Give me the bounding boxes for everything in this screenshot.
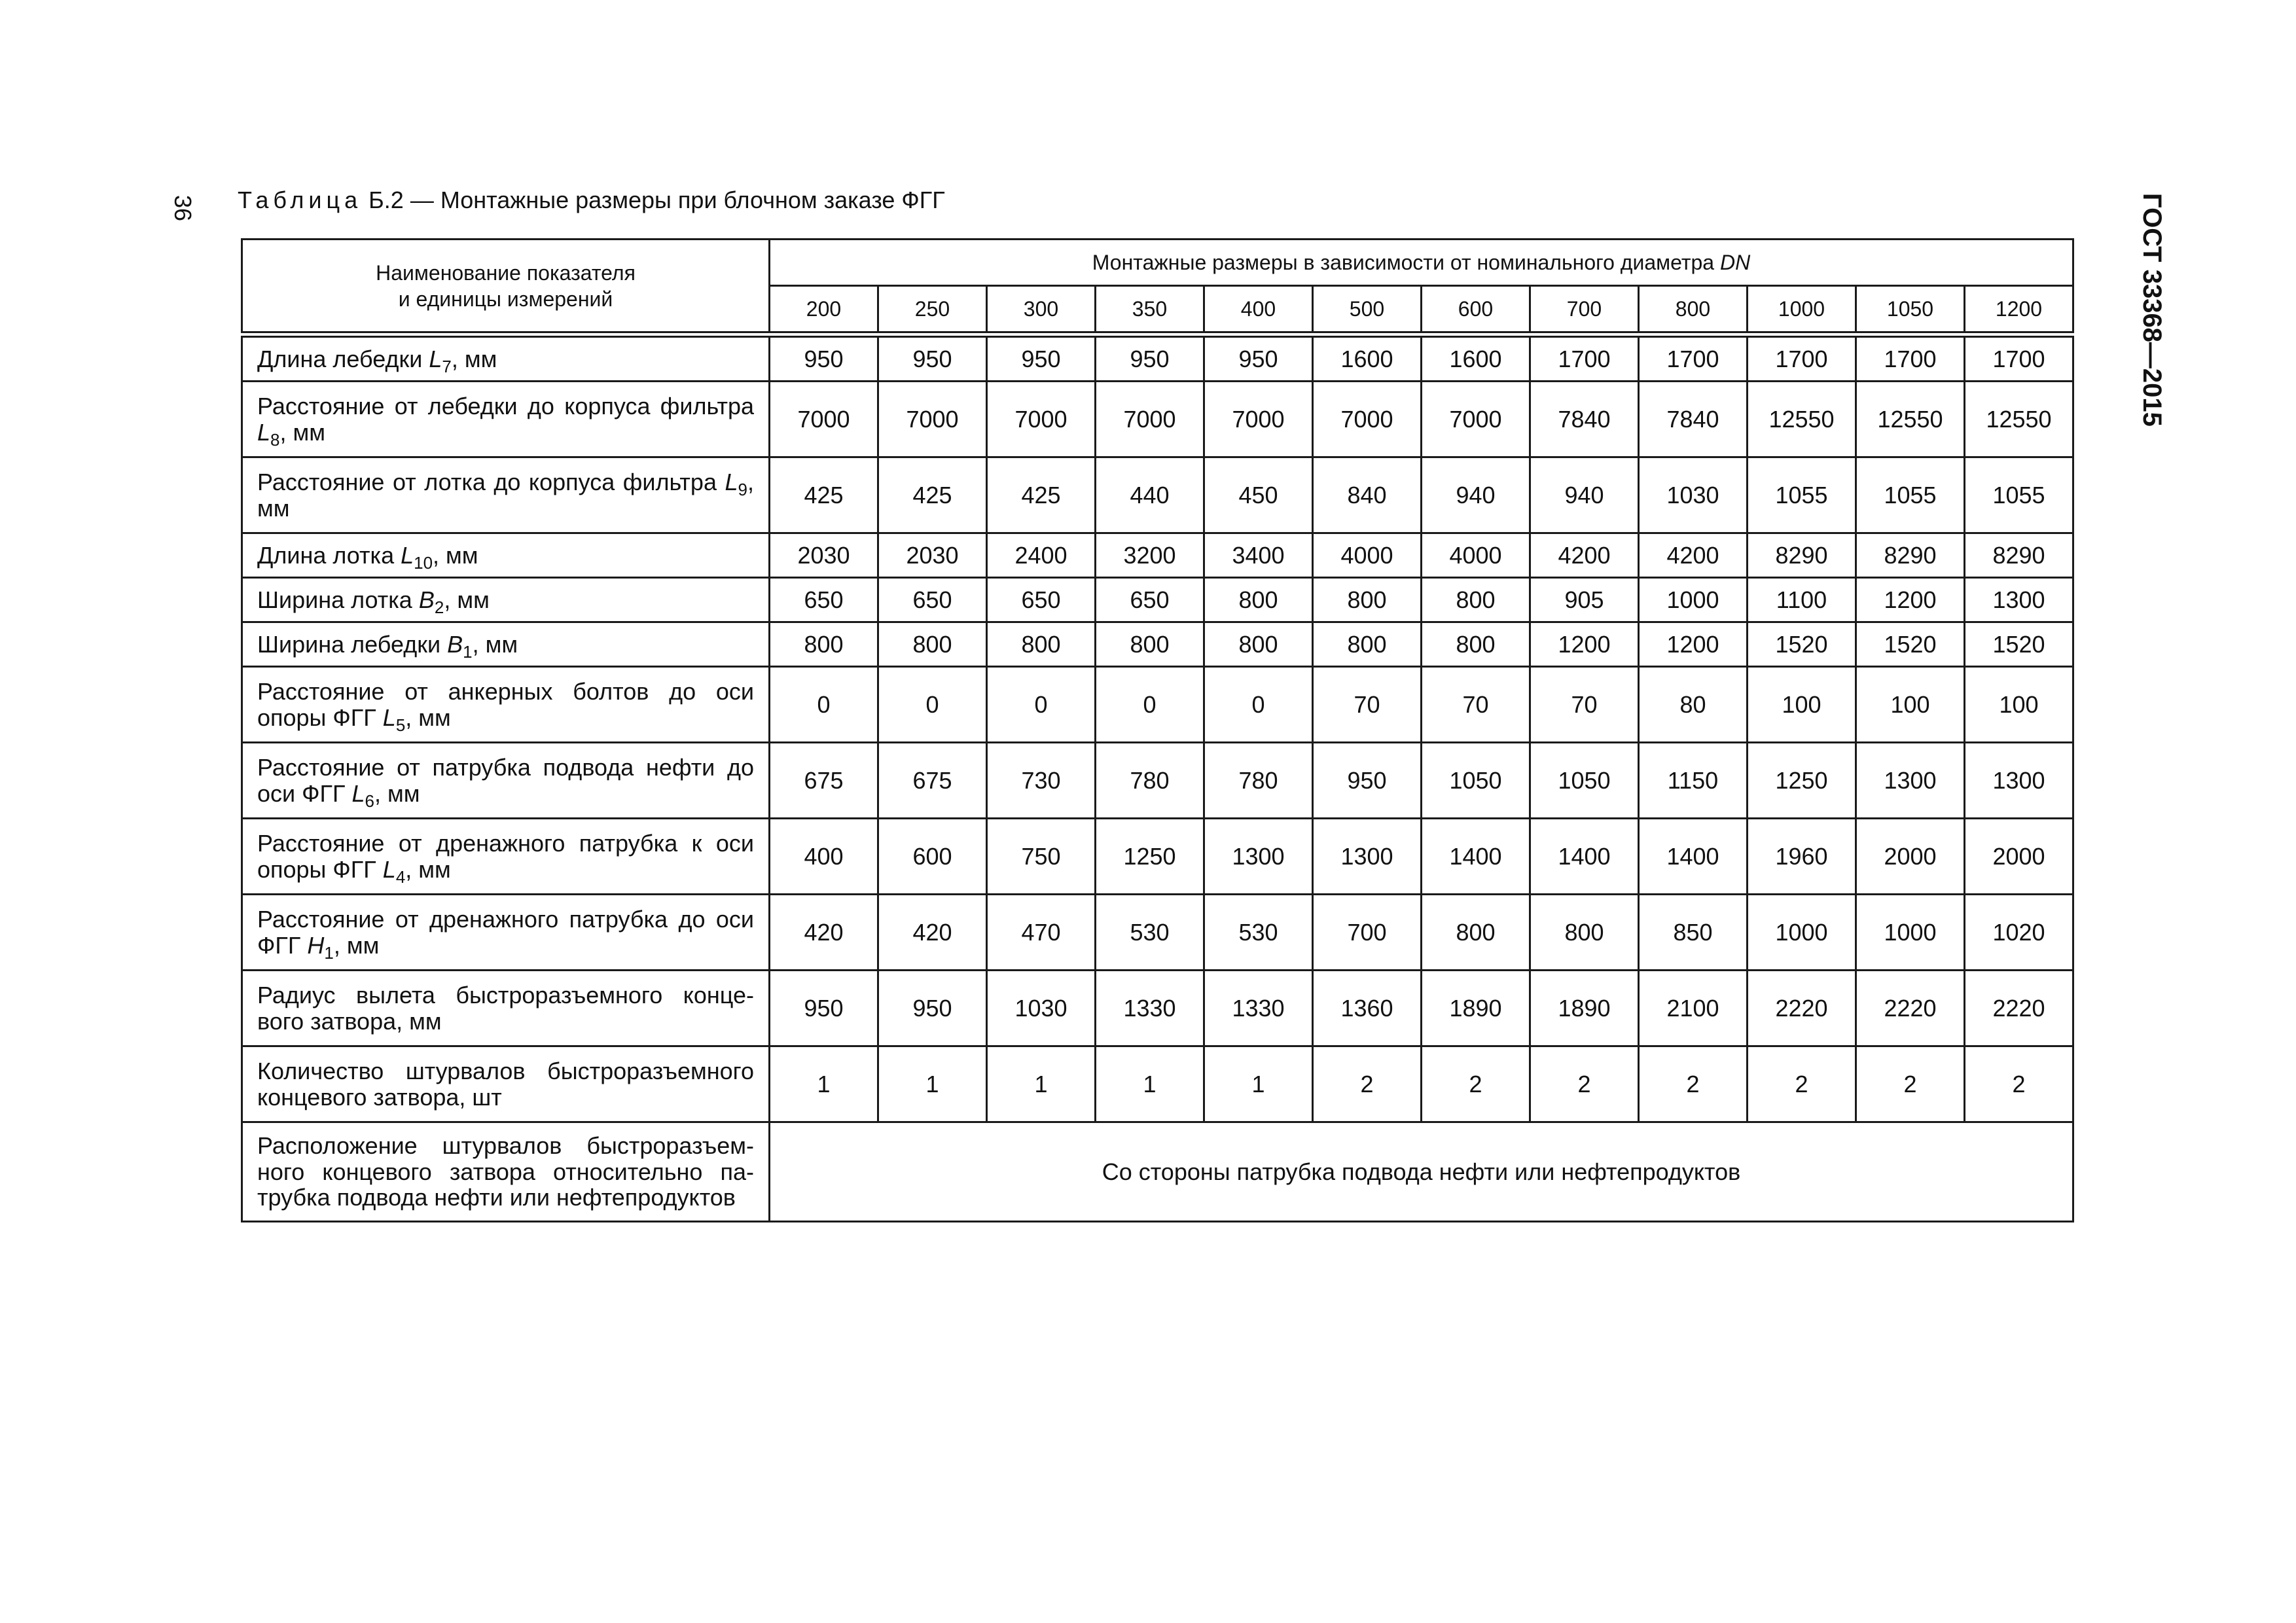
table-cell: 12550 [1965, 382, 2073, 457]
table-cell: 8290 [1856, 533, 1965, 578]
table-cell: 7000 [1422, 382, 1530, 457]
row-label-symbol: L [725, 468, 738, 495]
table-cell: 2000 [1965, 819, 2073, 895]
row-label-text: Количество штурвалов быстроразъемного концевого затвора, шт [257, 1057, 754, 1111]
table-cell: 1 [987, 1046, 1096, 1122]
table-cell: 800 [1204, 622, 1313, 667]
dimensions-group-header [770, 240, 2073, 286]
table-cell: 800 [1422, 622, 1530, 667]
name-header-line1: Наименование показателя [376, 260, 636, 285]
table-cell: 1960 [1748, 819, 1856, 895]
table-cell: 12550 [1748, 382, 1856, 457]
table-cell: 1 [1096, 1046, 1204, 1122]
row-label [242, 533, 770, 578]
table-cell: 440 [1096, 457, 1204, 533]
row-label [242, 895, 770, 971]
table-cell: 1020 [1965, 895, 2073, 971]
row-label-symbol: L [401, 541, 414, 569]
table-cell: 1050 [1422, 743, 1530, 819]
table-cell: 2 [1748, 1046, 1856, 1122]
row-label-subscript: 8 [270, 429, 280, 450]
dn-header-250: 250 [878, 286, 987, 332]
table-row [242, 578, 2073, 622]
table-cell: 1200 [1530, 622, 1639, 667]
table-cell: 2400 [987, 533, 1096, 578]
table-cell: 1050 [1530, 743, 1639, 819]
table-row [242, 1046, 2073, 1122]
table-cell: 675 [878, 743, 987, 819]
table-cell: 420 [770, 895, 878, 971]
table-cell: 1300 [1204, 819, 1313, 895]
dn-header-800: 800 [1639, 286, 1748, 332]
table-cell: 7840 [1530, 382, 1639, 457]
table-cell: 2000 [1856, 819, 1965, 895]
table-cell: 1250 [1096, 819, 1204, 895]
table-cell: 650 [878, 578, 987, 622]
table-cell: 80 [1639, 667, 1748, 743]
table-cell: 950 [1096, 337, 1204, 382]
table-row [242, 743, 2073, 819]
table-cell: 800 [1313, 622, 1422, 667]
row-label [242, 1046, 770, 1122]
row-label-text: Ширина лотка [257, 586, 419, 613]
row-label-text: Расстояние от патрубка подвода нефти до оси ФГГ [257, 753, 754, 807]
table-row [242, 457, 2073, 533]
caption-number: Б.2 [368, 187, 404, 213]
row-label-text: Длина лебедки [257, 345, 429, 372]
table-cell: 1055 [1748, 457, 1856, 533]
row-label-text: Радиус вылета быстроразъемного конце-вого затвора, мм [257, 981, 754, 1035]
row-label-unit: , мм [451, 345, 497, 372]
table-cell: 2220 [1856, 971, 1965, 1046]
table-cell: 4000 [1313, 533, 1422, 578]
row-label-unit: , мм [433, 541, 478, 569]
row-label-subscript: 10 [414, 552, 433, 573]
table-cell: 1330 [1096, 971, 1204, 1046]
table-cell: 940 [1530, 457, 1639, 533]
table-cell: 800 [1204, 578, 1313, 622]
table-cell: 730 [987, 743, 1096, 819]
table-cell: 700 [1313, 895, 1422, 971]
table-cell: 2030 [878, 533, 987, 578]
row-label-symbol: L [382, 704, 396, 731]
table-cell: 1600 [1422, 337, 1530, 382]
dn-header-400: 400 [1204, 286, 1313, 332]
table-cell: 800 [1530, 895, 1639, 971]
table-cell: 8290 [1748, 533, 1856, 578]
table-row [242, 819, 2073, 895]
table-cell: 1400 [1422, 819, 1530, 895]
table-cell: 1700 [1856, 337, 1965, 382]
table-cell: 1400 [1530, 819, 1639, 895]
table-cell: 3400 [1204, 533, 1313, 578]
row-label-unit: , мм [405, 704, 451, 731]
table-cell: 950 [987, 337, 1096, 382]
table-cell: 1400 [1639, 819, 1748, 895]
row-label: Расположение штурвалов быстроразъем-ного концевого затвора относительно па-трубка подвода нефти или нефтепродуктов [242, 1122, 770, 1222]
row-label-text: Ширина лебедки [257, 630, 448, 658]
table-cell: 1300 [1965, 743, 2073, 819]
table-cell: 1700 [1639, 337, 1748, 382]
row-label-subscript: 2 [434, 597, 444, 617]
table-cell: 7000 [1096, 382, 1204, 457]
row-label-text: Расстояние от дренажного патрубка к оси опоры ФГГ [257, 829, 754, 883]
table-cell: 1200 [1639, 622, 1748, 667]
table-cell: 100 [1748, 667, 1856, 743]
row-label-subscript: 6 [365, 791, 374, 811]
row-label-unit: , мм [279, 418, 326, 446]
table-cell: 2 [1313, 1046, 1422, 1122]
row-label-unit: , мм [374, 779, 420, 807]
table-row-merged [242, 1122, 2073, 1222]
table-cell: 2220 [1965, 971, 2073, 1046]
table-cell: 2 [1639, 1046, 1748, 1122]
page-number: 36 [170, 195, 196, 222]
row-label [242, 743, 770, 819]
row-label-unit: , мм [444, 586, 490, 613]
table-cell: 1000 [1856, 895, 1965, 971]
table-cell: 1300 [1856, 743, 1965, 819]
table-cell: 1000 [1639, 578, 1748, 622]
table-row [242, 971, 2073, 1046]
name-header-line2: и единицы измерений [398, 287, 613, 311]
dn-header-600: 600 [1422, 286, 1530, 332]
table-cell: 1520 [1965, 622, 2073, 667]
table-cell: 650 [770, 578, 878, 622]
table-row [242, 895, 2073, 971]
table-cell: 425 [878, 457, 987, 533]
dn-header-1050: 1050 [1856, 286, 1965, 332]
row-label-symbol: B [447, 630, 463, 658]
table-cell: 530 [1204, 895, 1313, 971]
table-cell: 0 [987, 667, 1096, 743]
table-cell: 675 [770, 743, 878, 819]
name-column-header [242, 240, 770, 332]
table-cell: 940 [1422, 457, 1530, 533]
table-cell: 0 [1096, 667, 1204, 743]
caption-title: — Монтажные размеры при блочном заказе ФГГ [410, 187, 945, 213]
row-label-unit: , мм [257, 468, 754, 522]
row-label-text: Расстояние от дренажного патрубка до оси ФГГ [257, 905, 754, 959]
table-cell: 7000 [1204, 382, 1313, 457]
table-cell: 2 [1965, 1046, 2073, 1122]
table-cell: 7000 [770, 382, 878, 457]
row-label-subscript: 1 [463, 641, 473, 662]
table-cell: 1200 [1856, 578, 1965, 622]
row-label-symbol: L [382, 855, 396, 883]
table-cell: 1700 [1530, 337, 1639, 382]
table-cell: 1700 [1748, 337, 1856, 382]
table-cell: 800 [770, 622, 878, 667]
row-label-symbol: B [418, 586, 435, 613]
table-cell: 0 [1204, 667, 1313, 743]
table-cell: 2 [1856, 1046, 1965, 1122]
table-cell: 12550 [1856, 382, 1965, 457]
table-cell: 1520 [1856, 622, 1965, 667]
standard-designation: ГОСТ 33368—2015 [2138, 193, 2166, 427]
table-cell: 7840 [1639, 382, 1748, 457]
table-cell: 1 [770, 1046, 878, 1122]
dn-header-350: 350 [1096, 286, 1204, 332]
table-cell: 100 [1856, 667, 1965, 743]
table-cell: 1700 [1965, 337, 2073, 382]
dn-header-1000: 1000 [1748, 286, 1856, 332]
table-cell: 800 [878, 622, 987, 667]
row-label [242, 819, 770, 895]
table-cell: 650 [987, 578, 1096, 622]
table-cell: 1100 [1748, 578, 1856, 622]
table-cell: 1300 [1965, 578, 2073, 622]
table-cell: 400 [770, 819, 878, 895]
table-cell: 1030 [987, 971, 1096, 1046]
table-cell: 1150 [1639, 743, 1748, 819]
row-label-symbol: L [429, 345, 442, 372]
row-label [242, 337, 770, 382]
row-label-subscript: 7 [442, 356, 452, 376]
header-row-group [242, 240, 2073, 286]
table-cell: 780 [1204, 743, 1313, 819]
table-cell: 70 [1313, 667, 1422, 743]
dn-header-700: 700 [1530, 286, 1639, 332]
table-cell: 1520 [1748, 622, 1856, 667]
table-cell: 425 [987, 457, 1096, 533]
table-cell: 800 [1313, 578, 1422, 622]
table-cell: 1600 [1313, 337, 1422, 382]
table-cell: 7000 [987, 382, 1096, 457]
table-cell: 470 [987, 895, 1096, 971]
table-cell: 1030 [1639, 457, 1748, 533]
table-cell: 3200 [1096, 533, 1204, 578]
table-cell: 2100 [1639, 971, 1748, 1046]
row-label-text: Расстояние от лебедки до корпуса фильтра [257, 392, 754, 419]
table-cell: 950 [1313, 743, 1422, 819]
row-label [242, 578, 770, 622]
table-cell: 1330 [1204, 971, 1313, 1046]
table-cell: 2030 [770, 533, 878, 578]
mounting-dimensions-table [241, 238, 2074, 1222]
table-cell: 70 [1422, 667, 1530, 743]
table-cell: 950 [878, 971, 987, 1046]
table-cell: 1 [878, 1046, 987, 1122]
dn-header-1200: 1200 [1965, 286, 2073, 332]
table-cell: 4200 [1530, 533, 1639, 578]
row-label [242, 667, 770, 743]
table-cell: 1055 [1965, 457, 2073, 533]
row-label [242, 622, 770, 667]
row-label-text: Длина лотка [257, 541, 401, 569]
table-cell: 950 [1204, 337, 1313, 382]
group-header-symbol: DN [1719, 250, 1751, 274]
table-cell: 1300 [1313, 819, 1422, 895]
table-cell: 1055 [1856, 457, 1965, 533]
table-cell: 2 [1530, 1046, 1639, 1122]
table-cell: 905 [1530, 578, 1639, 622]
row-label-text: Расстояние от анкерных болтов до оси опоры ФГГ [257, 677, 754, 731]
table-cell: 1890 [1422, 971, 1530, 1046]
table-caption [238, 187, 945, 214]
table-cell: 840 [1313, 457, 1422, 533]
row-label-unit: , мм [472, 630, 518, 658]
row-label-unit: , мм [333, 931, 380, 959]
table-cell: 0 [770, 667, 878, 743]
table-cell: 530 [1096, 895, 1204, 971]
row-label-symbol: L [351, 779, 365, 807]
table-cell: 850 [1639, 895, 1748, 971]
table-cell: 1890 [1530, 971, 1639, 1046]
row-label [242, 457, 770, 533]
row-label-unit: , мм [405, 855, 451, 883]
table-cell: 8290 [1965, 533, 2073, 578]
table-row [242, 382, 2073, 457]
table-cell: 1250 [1748, 743, 1856, 819]
row-label [242, 971, 770, 1046]
header-separator [242, 332, 2073, 337]
table-cell: 4200 [1639, 533, 1748, 578]
row-label-symbol: H [307, 931, 325, 959]
table-cell: 0 [878, 667, 987, 743]
table-cell: 800 [987, 622, 1096, 667]
table-cell: 780 [1096, 743, 1204, 819]
table-cell: 70 [1530, 667, 1639, 743]
table-cell: 800 [1096, 622, 1204, 667]
row-label-subscript: 4 [395, 866, 406, 887]
table-cell: 100 [1965, 667, 2073, 743]
table-cell: 950 [878, 337, 987, 382]
table-cell: 4000 [1422, 533, 1530, 578]
table-cell: 2220 [1748, 971, 1856, 1046]
dn-header-200: 200 [770, 286, 878, 332]
table-cell: 800 [1422, 895, 1530, 971]
group-header-text: Монтажные размеры в зависимости от номинального диаметра [1092, 250, 1715, 274]
table-row [242, 622, 2073, 667]
table-cell: 2 [1422, 1046, 1530, 1122]
table-cell: 7000 [878, 382, 987, 457]
row-label-symbol: L [257, 418, 271, 446]
table-cell: 950 [770, 337, 878, 382]
caption-prefix: Таблица [238, 187, 363, 213]
merged-value-cell: Со стороны патрубка подвода нефти или нефтепродуктов [770, 1122, 2073, 1222]
table-cell: 1360 [1313, 971, 1422, 1046]
table-cell: 425 [770, 457, 878, 533]
table-cell: 420 [878, 895, 987, 971]
table-cell: 950 [770, 971, 878, 1046]
table-cell: 1000 [1748, 895, 1856, 971]
row-label-subscript: 5 [395, 715, 406, 735]
table-row [242, 337, 2073, 382]
dn-header-300: 300 [987, 286, 1096, 332]
table-cell: 600 [878, 819, 987, 895]
table-row [242, 667, 2073, 743]
row-label [242, 382, 770, 457]
dn-header-500: 500 [1313, 286, 1422, 332]
row-label-subscript: 1 [324, 942, 334, 963]
header-separator-cell [242, 332, 2073, 337]
table-cell: 450 [1204, 457, 1313, 533]
table-cell: 7000 [1313, 382, 1422, 457]
table-cell: 650 [1096, 578, 1204, 622]
table-cell: 1 [1204, 1046, 1313, 1122]
table-row [242, 533, 2073, 578]
row-label-subscript: 9 [738, 479, 747, 499]
table-cell: 800 [1422, 578, 1530, 622]
row-label-text: Расстояние от лотка до корпуса фильтра [257, 468, 725, 495]
table-cell: 750 [987, 819, 1096, 895]
